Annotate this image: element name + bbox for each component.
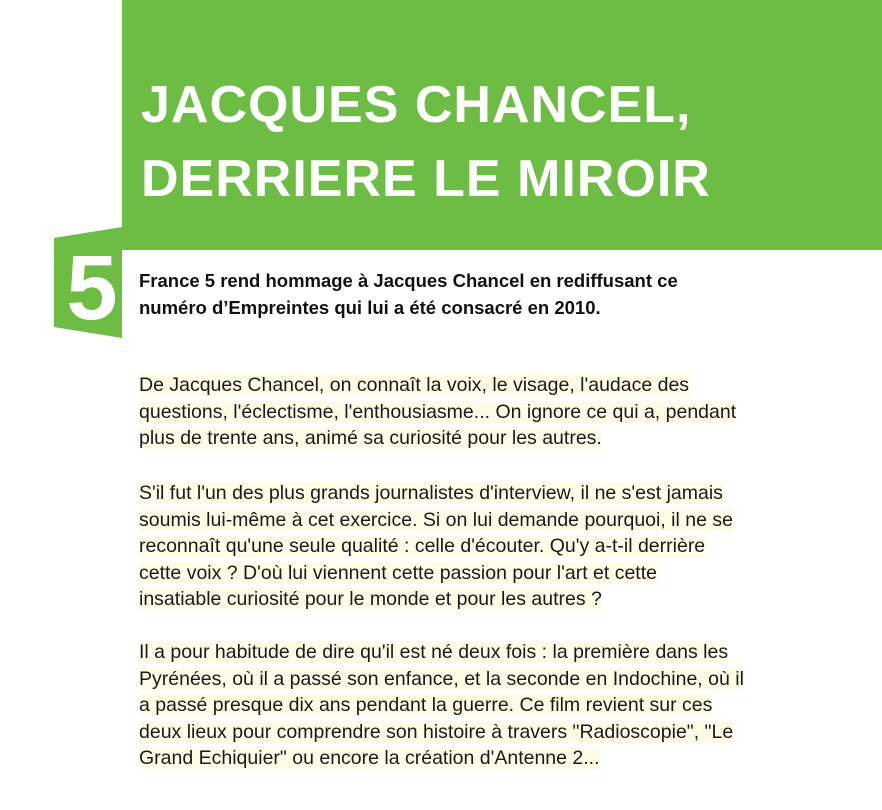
- lead-line: numéro d’Empreintes qui lui a été consacré en 2010.: [139, 297, 601, 318]
- paragraph-line: reconnaît qu'une seule qualité : celle d'écouter. Qu'y a-t-il derrière: [139, 535, 706, 557]
- body-paragraph-2: [139, 480, 733, 613]
- paragraph-line: cette voix ? D'où lui viennent cette passion pour l'art et cette: [139, 561, 657, 584]
- paragraph-line: questions, l'éclectisme, l'enthousiasme... On ignore ce qui a, pendant: [139, 400, 737, 423]
- paragraph-line: S'il fut l'un des plus grands journalistes d'interview, il ne s'est jamais: [139, 482, 723, 504]
- page-title-line-2: DERRIERE LE MIROIR: [141, 150, 711, 208]
- paragraph-line: deux lieux pour comprendre son histoire à travers "Radioscopie", "Le: [139, 720, 734, 743]
- paragraph-line: a passé presque dix ans pendant la guerre. Ce film revient sur ces: [139, 694, 713, 716]
- paragraph-line: Pyrénées, où il a passé son enfance, et la seconde en Indochine, où il: [139, 667, 744, 690]
- body-paragraph-3: [139, 639, 744, 772]
- page-title-line-1: JACQUES CHANCEL,: [141, 76, 692, 134]
- body-paragraph-1: [139, 372, 736, 452]
- channel-logo-digit: 5: [66, 237, 118, 339]
- paragraph-line: Il a pour habitude de dire qu'il est né deux fois : la première dans les: [139, 641, 729, 663]
- paragraph-line: insatiable curiosité pour le monde et pour les autres ?: [139, 588, 602, 610]
- lead-paragraph: [139, 267, 859, 321]
- paragraph-line: soumis lui-même à cet exercice. Si on lui demande pourquoi, il ne se: [139, 508, 733, 531]
- lead-line: France 5 rend hommage à Jacques Chancel en rediffusant ce: [139, 270, 678, 291]
- paragraph-line: De Jacques Chancel, on connaît la voix, le visage, l'audace des: [139, 374, 690, 396]
- paragraph-line: Grand Echiquier" ou encore la création d'Antenne 2...: [139, 747, 600, 769]
- paragraph-line: plus de trente ans, animé sa curiosité pour les autres.: [139, 427, 602, 449]
